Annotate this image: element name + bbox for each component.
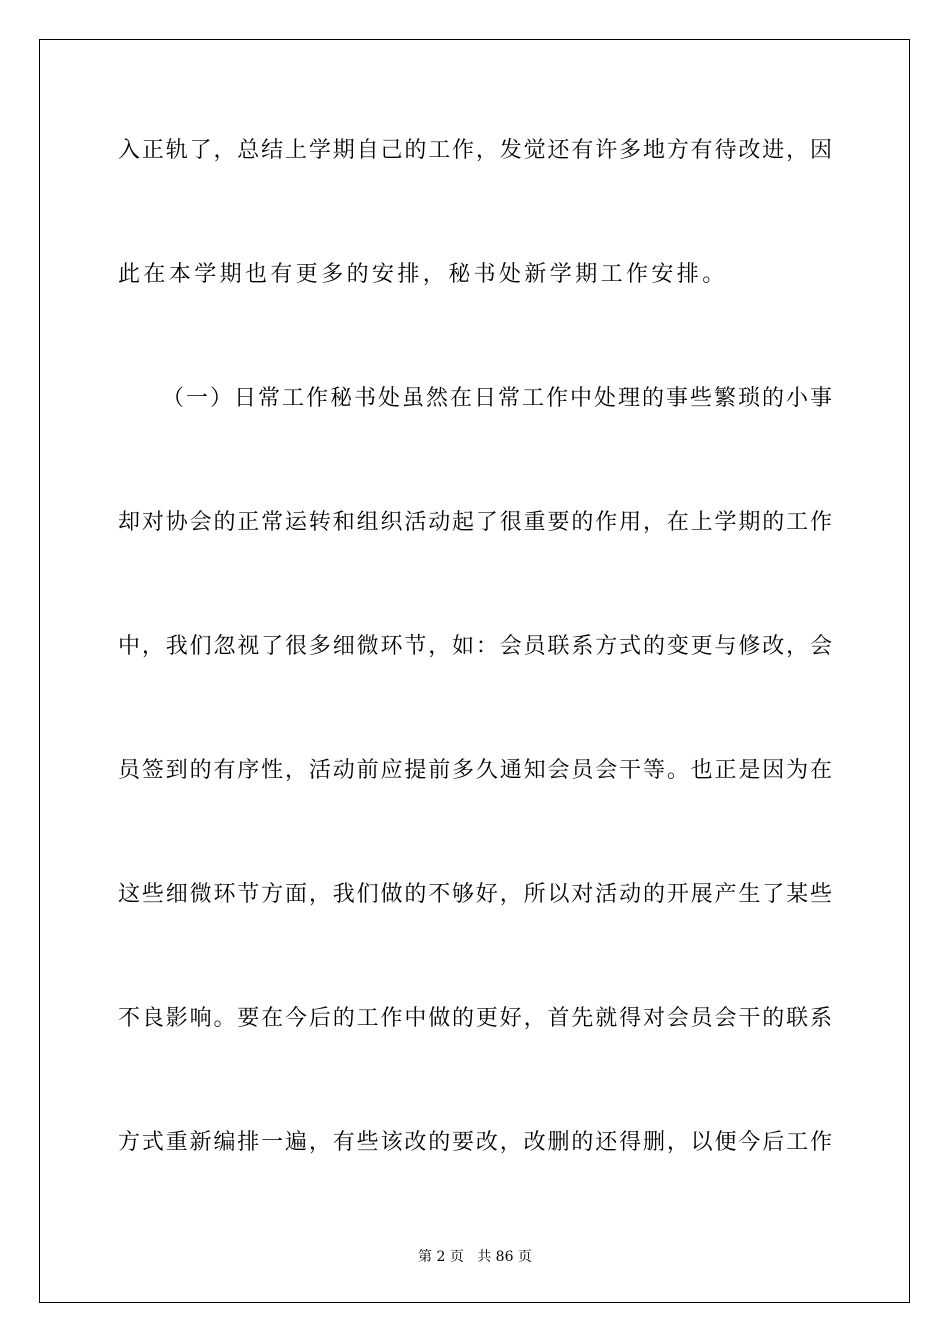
total-pages: 共 86 页: [477, 1249, 532, 1265]
body-text-line: 员签到的有序性，活动前应提前多久通知会员会干等。也正是因为在: [118, 758, 832, 783]
paragraph-heading-line: （一）日常工作秘书处虽然在日常工作中处理的事些繁琐的小事: [162, 386, 832, 411]
body-text-line: 中，我们忽视了很多细微环节，如：会员联系方式的变更与修改，会: [118, 634, 832, 659]
body-text-line: 这些细微环节方面，我们做的不够好，所以对活动的开展产生了某些: [118, 882, 832, 907]
body-text-line: 不良影响。要在今后的工作中做的更好，首先就得对会员会干的联系: [118, 1006, 832, 1031]
page-border: [39, 39, 910, 1303]
body-text-line: 却对协会的正常运转和组织活动起了很重要的作用，在上学期的工作: [118, 510, 832, 535]
body-text-line: 入正轨了，总结上学期自己的工作，发觉还有许多地方有待改进，因: [118, 138, 832, 163]
body-text-line: 此在本学期也有更多的安排，秘书处新学期工作安排。: [118, 262, 728, 287]
page-number: 第 2 页: [418, 1249, 464, 1265]
body-text-line: 方式重新编排一遍，有些该改的要改，改删的还得删，以便今后工作: [118, 1130, 832, 1155]
page-footer: [0, 1248, 950, 1266]
